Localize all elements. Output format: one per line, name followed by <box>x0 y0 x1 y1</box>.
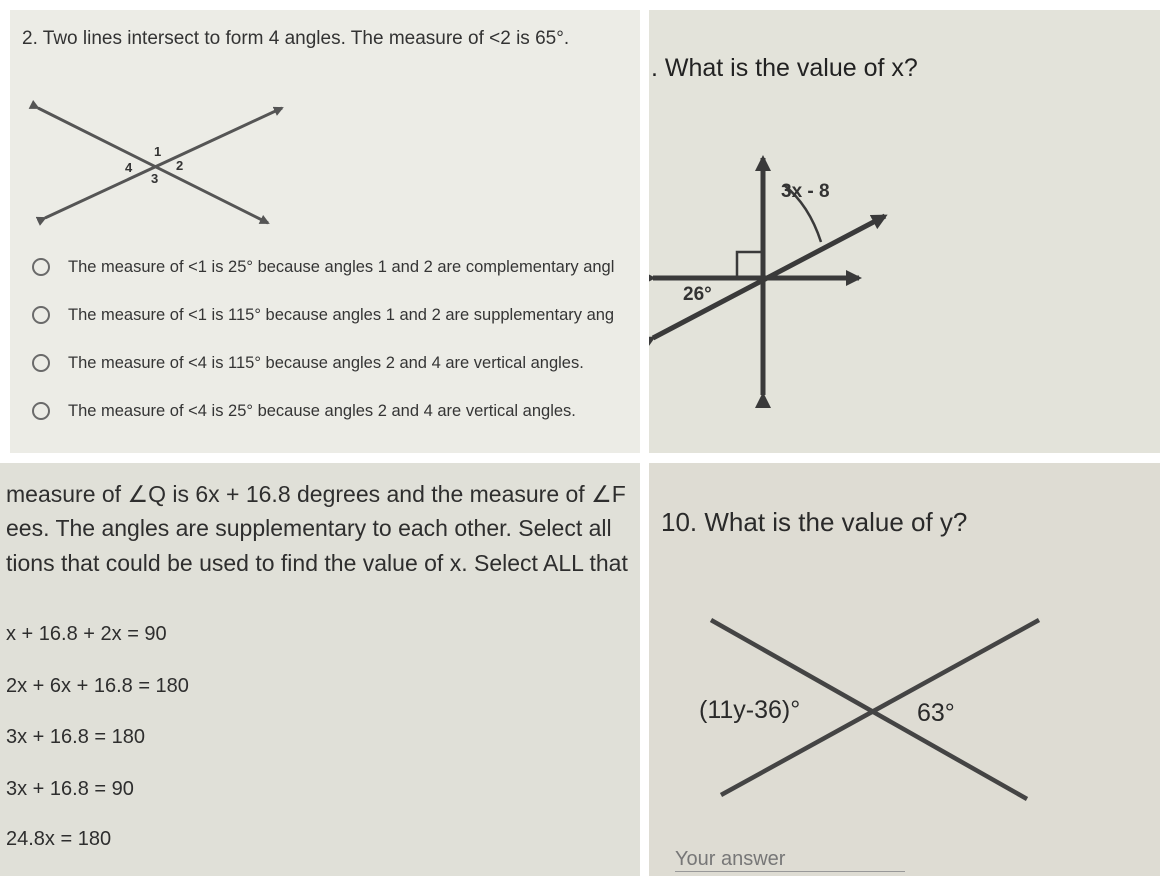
option-1-label: The measure of <1 is 25° because angles 1 and 2 are complementary angl <box>68 257 615 276</box>
question-line-3: tions that could be used to find the value of x. Select ALL that <box>6 550 628 576</box>
right-angle-marker <box>737 252 763 278</box>
question-supplementary-equations <box>0 463 640 876</box>
question-value-of-x <box>649 10 1160 453</box>
angle-label-3x-8: 3x - 8 <box>781 181 830 202</box>
radio-option-1[interactable] <box>32 258 50 276</box>
angle-label-3: 3 <box>151 171 159 186</box>
question-line-1: measure of ∠Q is 6x + 16.8 degrees and the measure of ∠F <box>6 481 626 507</box>
equation-option-4[interactable]: 3x + 16.8 = 90 <box>6 778 134 800</box>
radio-option-2[interactable] <box>32 306 50 324</box>
question-intersecting-lines <box>10 10 640 453</box>
line-a <box>45 108 282 218</box>
answer-input[interactable]: Your answer <box>675 848 786 870</box>
option-3-label: The measure of <4 is 115° because angles 2 and 4 are vertical angles. <box>68 353 584 372</box>
option-2[interactable] <box>32 301 614 329</box>
radio-option-3[interactable] <box>32 354 50 372</box>
radio-option-4[interactable] <box>32 402 50 420</box>
equation-option-3[interactable]: 3x + 16.8 = 180 <box>6 726 146 748</box>
question-title: 10. What is the value of y? <box>661 507 968 537</box>
angle-label-left: (11y-36)° <box>699 696 801 724</box>
vertical-angles-diagram <box>649 463 1160 876</box>
question-line-2: ees. The angles are supplementary to each other. Select all <box>6 515 612 541</box>
question-title: 2. Two lines intersect to form 4 angles. The measure of <2 is 65°. <box>22 28 570 49</box>
equation-option-1[interactable]: x + 16.8 + 2x = 90 <box>6 623 167 645</box>
option-4[interactable] <box>32 397 576 425</box>
question-title: . What is the value of x? <box>651 54 918 82</box>
option-4-label: The measure of <4 is 25° because angles 2 and 4 are vertical angles. <box>68 401 576 420</box>
answer-underline <box>675 871 905 872</box>
option-3[interactable] <box>32 349 584 377</box>
question-value-of-y <box>649 463 1160 876</box>
angle-label-1: 1 <box>154 144 162 159</box>
angle-label-2: 2 <box>176 158 184 173</box>
equation-option-2[interactable]: 2x + 6x + 16.8 = 180 <box>6 675 189 697</box>
angle-label-right: 63° <box>917 699 955 727</box>
angle-label-26: 26° <box>683 284 712 305</box>
angle-label-4: 4 <box>125 160 133 175</box>
option-2-label: The measure of <1 is 115° because angles 1 and 2 are supplementary ang <box>68 305 615 324</box>
angle-diagram-x <box>649 10 1160 453</box>
equation-option-5[interactable]: 24.8x = 180 <box>6 828 112 850</box>
intersecting-lines-diagram <box>10 10 640 250</box>
option-1[interactable] <box>32 253 614 281</box>
